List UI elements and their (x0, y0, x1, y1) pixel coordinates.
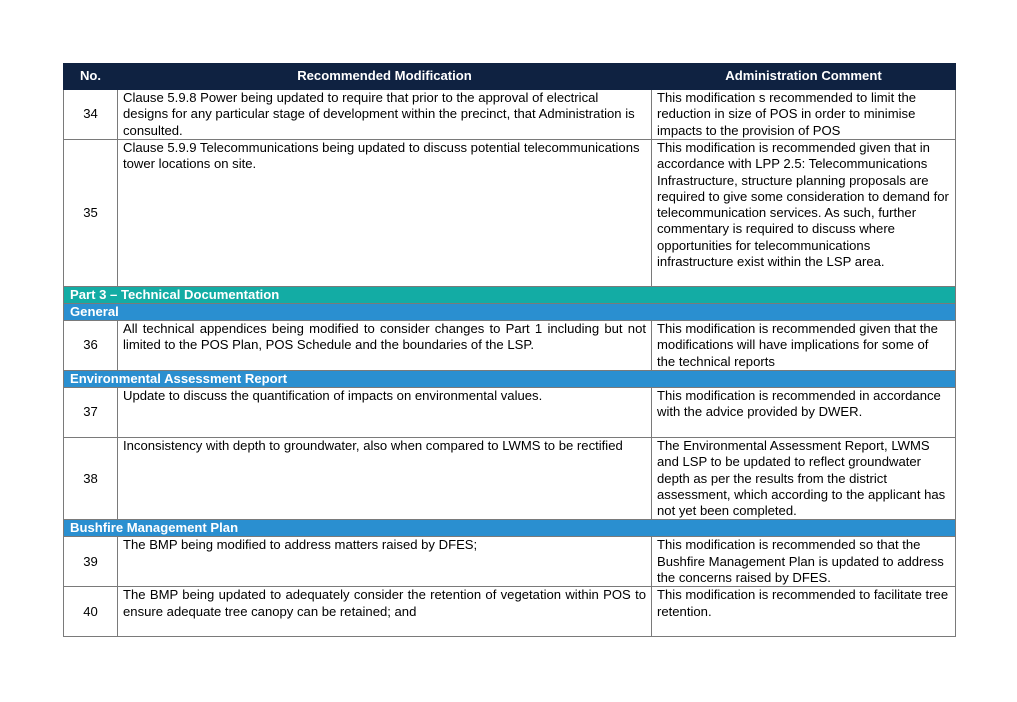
row-number: 40 (64, 587, 118, 637)
table-header-row (64, 64, 956, 90)
administration-comment-cell: This modification s recommended to limit the reduction in size of POS in order to minimise impacts to the provision of POS (652, 90, 956, 140)
section-heading-environmental: Environmental Assessment Report (64, 371, 956, 388)
section-row-general (64, 304, 956, 321)
table-row (64, 587, 956, 637)
administration-comment-cell: This modification is recommended in accordance with the advice provided by DWER. (652, 388, 956, 438)
row-number: 38 (64, 438, 118, 520)
recommended-modification-cell: All technical appendices being modified to consider changes to Part 1 including but not limited to the POS Plan, POS Schedule and the boundaries of the LSP. (118, 321, 652, 371)
header-administration-comment: Administration Comment (652, 64, 956, 90)
section-heading-part3: Part 3 – Technical Documentation (64, 287, 956, 304)
administration-comment-cell: This modification is recommended to facilitate tree retention. (652, 587, 956, 637)
recommended-modification-cell: Clause 5.9.8 Power being updated to require that prior to the approval of electrical designs for any particular stage of development within the precinct, that Administration is consulted. (118, 90, 652, 140)
section-row-bushfire (64, 520, 956, 537)
row-number: 36 (64, 321, 118, 371)
administration-comment-cell: This modification is recommended given that the modifications will have implications for some of the technical reports (652, 321, 956, 371)
section-row-environmental (64, 371, 956, 388)
row-number: 35 (64, 140, 118, 287)
row-number: 34 (64, 90, 118, 140)
table-row (64, 140, 956, 287)
recommended-modification-cell: Update to discuss the quantification of impacts on environmental values. (118, 388, 652, 438)
row-number: 39 (64, 537, 118, 587)
section-heading-bushfire: Bushfire Management Plan (64, 520, 956, 537)
table-row (64, 537, 956, 587)
row-number: 37 (64, 388, 118, 438)
recommended-modification-cell: The BMP being modified to address matters raised by DFES; (118, 537, 652, 587)
table-row (64, 438, 956, 520)
header-recommended-modification: Recommended Modification (118, 64, 652, 90)
administration-comment-cell: This modification is recommended so that the Bushfire Management Plan is updated to address the concerns raised by DFES. (652, 537, 956, 587)
modifications-table (63, 63, 956, 637)
table-row (64, 388, 956, 438)
table-row (64, 321, 956, 371)
recommended-modification-cell: The BMP being updated to adequately consider the retention of vegetation within POS to ensure adequate tree canopy can be retained; and (118, 587, 652, 637)
section-row-part3 (64, 287, 956, 304)
administration-comment-cell: The Environmental Assessment Report, LWMS and LSP to be updated to reflect groundwater depth as per the results from the district assessment, which according to the applicant has not yet been completed. (652, 438, 956, 520)
table-row (64, 90, 956, 140)
header-no: No. (64, 64, 118, 90)
section-heading-general: General (64, 304, 956, 321)
administration-comment-cell: This modification is recommended given that in accordance with LPP 2.5: Telecommunications Infrastructure, structure planning proposals are required to give some consideration to demand for telecommunication services. As such, further commentary is required to discuss where opportunities for telecommunications infrastructure exist within the LSP area. (652, 140, 956, 287)
recommended-modification-cell: Inconsistency with depth to groundwater, also when compared to LWMS to be rectified (118, 438, 652, 520)
recommended-modification-cell: Clause 5.9.9 Telecommunications being updated to discuss potential telecommunications tower locations on site. (118, 140, 652, 287)
